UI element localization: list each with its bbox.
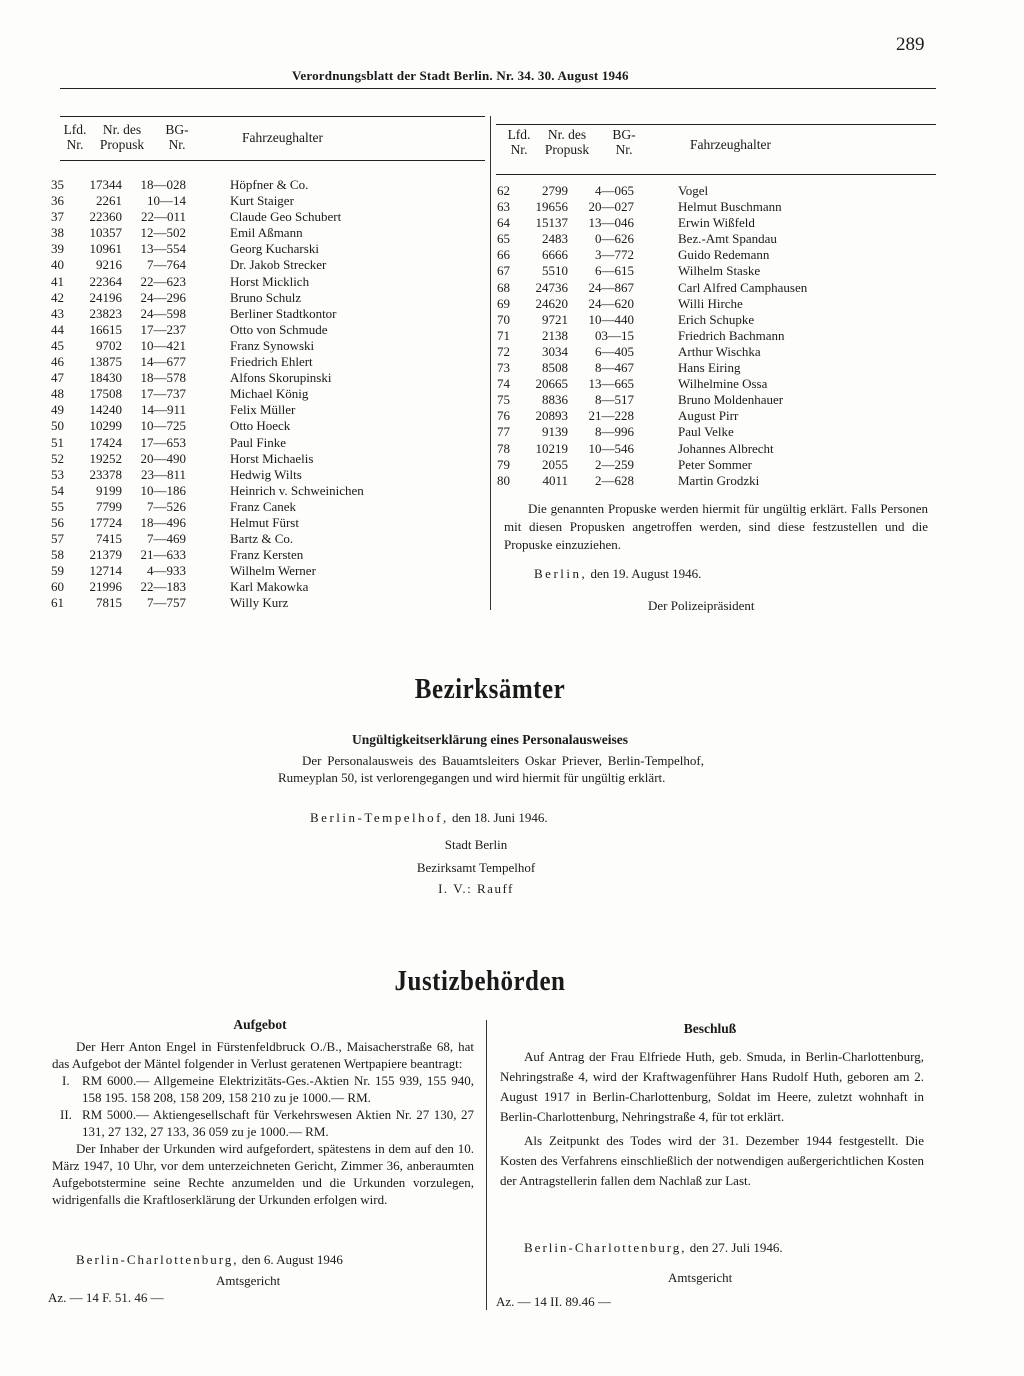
row-lfd-nr: 65 [497, 231, 510, 247]
header-lfd-1-right: Lfd. [507, 127, 531, 142]
row-fahrzeughalter: Wilhelm Staske [678, 263, 761, 279]
left-table-body [34, 177, 484, 612]
row-lfd-nr: 72 [497, 343, 510, 359]
left-table-header [62, 122, 482, 154]
police-date: den 19. August 1946. [590, 566, 702, 581]
row-bg-nr: 14—911 [140, 402, 186, 418]
row-fahrzeughalter: Horst Micklich [230, 273, 310, 289]
row-bg-nr: 22—623 [140, 273, 186, 289]
table-row [34, 354, 484, 370]
row-propusk-nr: 15137 [535, 215, 568, 231]
table-row [34, 306, 484, 322]
row-propusk-nr: 21379 [89, 547, 122, 563]
row-propusk-nr: 19252 [89, 450, 122, 466]
row-lfd-nr: 46 [51, 354, 64, 370]
beschluss-body [500, 1047, 924, 1191]
row-bg-nr: 7—764 [147, 257, 186, 273]
row-lfd-nr: 45 [51, 337, 64, 353]
row-propusk-nr: 23823 [89, 305, 122, 321]
row-bg-nr: 6—405 [595, 343, 634, 359]
row-bg-nr: 0—626 [595, 231, 634, 247]
table-row [484, 247, 944, 263]
header-propusk-1: Nr. des [102, 122, 142, 137]
table-row [34, 451, 484, 467]
row-propusk-nr: 7815 [96, 595, 122, 611]
row-fahrzeughalter: Franz Kersten [230, 547, 304, 563]
running-header: Verordnungsblatt der Stadt Berlin. Nr. 34. 30. August 1946 [292, 68, 629, 83]
tempelhof-sig-name: I. V.: Rauff [438, 881, 514, 896]
row-fahrzeughalter: Martin Grodzki [678, 472, 760, 488]
row-propusk-nr: 19656 [535, 199, 568, 215]
row-bg-nr: 24—598 [140, 305, 186, 321]
row-bg-nr: 7—757 [147, 595, 186, 611]
row-propusk-nr: 5510 [542, 263, 568, 279]
row-fahrzeughalter: Willy Kurz [230, 595, 289, 611]
row-bg-nr: 8—517 [595, 392, 634, 408]
row-lfd-nr: 40 [51, 257, 64, 273]
row-bg-nr: 20—490 [140, 450, 186, 466]
row-propusk-nr: 2138 [542, 327, 568, 343]
tempelhof-place: Berlin-Tempelhof, [310, 810, 449, 825]
row-propusk-nr: 14240 [89, 402, 122, 418]
row-propusk-nr: 9702 [96, 337, 122, 353]
row-bg-nr: 22—183 [140, 579, 186, 595]
table-row [34, 579, 484, 595]
row-lfd-nr: 42 [51, 289, 64, 305]
row-fahrzeughalter: Emil Aßmann [230, 225, 303, 241]
row-bg-nr: 03—15 [595, 327, 634, 343]
row-bg-nr: 24—867 [588, 279, 634, 295]
row-bg-nr: 13—554 [140, 241, 186, 257]
aufgebot-title: Aufgebot [233, 1017, 287, 1032]
row-lfd-nr: 61 [51, 595, 64, 611]
row-propusk-nr: 3034 [542, 343, 568, 359]
aufgebot-place: Berlin-Charlottenburg, [76, 1252, 239, 1267]
right-table-body [484, 183, 944, 489]
table-row [484, 344, 944, 360]
table-row [484, 441, 944, 457]
row-fahrzeughalter: Franz Synowski [230, 337, 315, 353]
header-propusk-2: Propusk [99, 137, 145, 152]
row-propusk-nr: 16615 [89, 321, 122, 337]
row-lfd-nr: 62 [497, 183, 510, 198]
row-lfd-nr: 43 [51, 305, 64, 321]
row-fahrzeughalter: Helmut Buschmann [678, 199, 782, 215]
table-row [34, 515, 484, 531]
row-lfd-nr: 70 [497, 311, 510, 327]
row-propusk-nr: 9721 [542, 311, 568, 327]
aufgebot-court: Amtsgericht [216, 1273, 281, 1288]
row-fahrzeughalter: Friedrich Ehlert [230, 354, 313, 370]
row-fahrzeughalter: Willi Hirche [678, 295, 743, 311]
row-bg-nr: 3—772 [595, 247, 634, 263]
row-propusk-nr: 24196 [89, 289, 122, 305]
right-table-top-rule [496, 124, 936, 125]
row-lfd-nr: 80 [497, 472, 510, 488]
row-propusk-nr: 24620 [535, 295, 568, 311]
row-bg-nr: 2—628 [595, 472, 634, 488]
aufgebot-dateline [76, 1252, 343, 1268]
row-propusk-nr: 9216 [96, 257, 122, 273]
right-table-header-rule [496, 174, 936, 175]
header-bg-2: Nr. [168, 137, 186, 152]
beschluss-az: Az. — 14 II. 89.46 — [496, 1294, 611, 1309]
row-bg-nr: 8—996 [595, 424, 634, 440]
row-lfd-nr: 57 [51, 531, 64, 547]
row-bg-nr: 10—421 [140, 337, 186, 353]
row-propusk-nr: 10961 [89, 241, 122, 257]
row-fahrzeughalter: Bez.-Amt Spandau [678, 231, 777, 247]
row-bg-nr: 10—546 [588, 440, 634, 456]
row-propusk-nr: 9139 [542, 424, 568, 440]
table-row [34, 547, 484, 563]
police-notice: Die genannten Propuske werden hiermit für ungültig erklärt. Falls Personen mit diesen Propusken angetroffen werden, sind diese festzustellen und die Propuske einzuziehen. [504, 501, 928, 552]
row-bg-nr: 4—933 [147, 563, 186, 579]
row-fahrzeughalter: Claude Geo Schubert [230, 209, 342, 225]
row-fahrzeughalter: Karl Makowka [230, 579, 309, 595]
header-lfd-2: Nr. [66, 137, 84, 152]
row-bg-nr: 18—496 [140, 514, 186, 530]
row-bg-nr: 14—677 [140, 354, 186, 370]
row-fahrzeughalter: Berliner Stadtkontor [230, 305, 337, 321]
row-lfd-nr: 54 [51, 482, 64, 498]
header-propusk-2-right: Propusk [544, 142, 590, 157]
row-bg-nr: 24—620 [588, 295, 634, 311]
row-bg-nr: 18—578 [140, 370, 186, 386]
row-fahrzeughalter: Erwin Wißfeld [678, 215, 755, 231]
row-bg-nr: 21—633 [140, 547, 186, 563]
table-row [34, 531, 484, 547]
table-row [34, 274, 484, 290]
row-propusk-nr: 24736 [535, 279, 568, 295]
row-lfd-nr: 49 [51, 402, 64, 418]
header-rule [60, 88, 936, 89]
row-lfd-nr: 52 [51, 450, 64, 466]
table-row [484, 473, 944, 489]
row-bg-nr: 2—259 [595, 456, 634, 472]
row-lfd-nr: 56 [51, 514, 64, 530]
table-row [34, 241, 484, 257]
row-bg-nr: 13—046 [588, 215, 634, 231]
row-fahrzeughalter: Kurt Staiger [230, 193, 294, 209]
row-fahrzeughalter: Paul Velke [678, 424, 734, 440]
row-propusk-nr: 23378 [89, 466, 122, 482]
beschluss-dateline [524, 1240, 783, 1256]
row-bg-nr: 10—186 [140, 482, 186, 498]
row-fahrzeughalter: Carl Alfred Camphausen [678, 279, 808, 295]
row-propusk-nr: 21996 [89, 579, 122, 595]
section-subtitle-personalausweis: Ungültigkeitserklärung eines Personalausweises [351, 732, 628, 747]
row-fahrzeughalter: Paul Finke [230, 434, 286, 450]
table-row [484, 457, 944, 473]
row-propusk-nr: 17508 [89, 386, 122, 402]
row-propusk-nr: 22364 [89, 273, 122, 289]
row-propusk-nr: 7415 [96, 531, 122, 547]
row-bg-nr: 18—028 [140, 177, 186, 192]
row-fahrzeughalter: Wilhelmine Ossa [678, 376, 768, 392]
row-bg-nr: 23—811 [140, 466, 186, 482]
row-lfd-nr: 41 [51, 273, 64, 289]
row-fahrzeughalter: Michael König [230, 386, 309, 402]
row-bg-nr: 13—665 [588, 376, 634, 392]
aufgebot-item-2-number: II. [60, 1107, 72, 1122]
header-lfd-2-right: Nr. [510, 142, 528, 157]
aufgebot-date: den 6. August 1946 [241, 1252, 343, 1267]
row-propusk-nr: 2483 [542, 231, 568, 247]
row-fahrzeughalter: Hans Eiring [678, 360, 741, 376]
beschluss-place: Berlin-Charlottenburg, [524, 1240, 687, 1255]
row-propusk-nr: 2799 [542, 183, 568, 198]
aufgebot-item-2 [52, 1106, 474, 1140]
table-row [484, 296, 944, 312]
row-lfd-nr: 50 [51, 418, 64, 434]
row-lfd-nr: 68 [497, 279, 510, 295]
row-propusk-nr: 10299 [89, 418, 122, 434]
row-lfd-nr: 71 [497, 327, 510, 343]
row-propusk-nr: 10219 [535, 440, 568, 456]
aufgebot-intro: Der Herr Anton Engel in Fürstenfeldbruck O./B., Maisacherstraße 68, hat das Aufgebot der Mäntel folgender in Verlust geratenen Wertpapiere beantragt: [52, 1039, 474, 1071]
header-holder: Fahrzeughalter [242, 130, 323, 145]
tempelhof-dateline [310, 810, 548, 826]
row-propusk-nr: 17344 [89, 177, 122, 192]
left-table-header-rule [60, 160, 485, 161]
table-row [484, 312, 944, 328]
page-number: 289 [896, 34, 925, 55]
table-row [34, 418, 484, 434]
row-lfd-nr: 38 [51, 225, 64, 241]
tempelhof-date: den 18. Juni 1946. [451, 810, 548, 825]
row-lfd-nr: 53 [51, 466, 64, 482]
row-fahrzeughalter: Bruno Schulz [230, 289, 302, 305]
row-bg-nr: 17—237 [140, 321, 186, 337]
police-place: Berlin, [534, 566, 588, 581]
table-row [484, 215, 944, 231]
row-fahrzeughalter: Friedrich Bachmann [678, 327, 785, 343]
row-propusk-nr: 6666 [542, 247, 568, 263]
row-propusk-nr: 20665 [535, 376, 568, 392]
beschluss-paragraph-1: Auf Antrag der Frau Elfriede Huth, geb. Smuda, in Berlin-Charlottenburg, Nehringstraße 4, wird der Kraftwagenführer Hans Rudolf Huth, geboren am 2. August 1917 in Berlin-Charlottenburg, Soldat im Heere, zuletzt wohnhaft in Berlin-Charlottenburg, Nehringstraße 4, für tot erklärt. [500, 1049, 924, 1124]
row-bg-nr: 10—440 [588, 311, 634, 327]
row-bg-nr: 12—502 [140, 225, 186, 241]
row-fahrzeughalter: Wilhelm Werner [230, 563, 316, 579]
row-propusk-nr: 18430 [89, 370, 122, 386]
row-bg-nr: 10—725 [140, 418, 186, 434]
section-title-justizbehoerden: Justizbehörden [394, 966, 566, 997]
table-row [34, 177, 484, 193]
row-lfd-nr: 37 [51, 209, 64, 225]
row-bg-nr: 20—027 [588, 199, 634, 215]
row-propusk-nr: 10357 [89, 225, 122, 241]
row-fahrzeughalter: Otto Hoeck [230, 418, 291, 434]
table-row [34, 402, 484, 418]
row-lfd-nr: 63 [497, 199, 510, 215]
row-lfd-nr: 39 [51, 241, 64, 257]
row-propusk-nr: 17424 [89, 434, 122, 450]
aufgebot-az: Az. — 14 F. 51. 46 — [48, 1290, 164, 1305]
table-row [34, 483, 484, 499]
row-fahrzeughalter: Vogel [678, 183, 709, 198]
beschluss-paragraph-2: Als Zeitpunkt des Todes wird der 31. Dezember 1944 festgestellt. Die Kosten des Verfahrens einschließlich der notwendigen außergerichtlichen Kosten der Antragstellerin fallen dem Nachlaß zur Last. [500, 1133, 924, 1188]
row-lfd-nr: 44 [51, 321, 64, 337]
table-row [484, 183, 944, 199]
row-lfd-nr: 51 [51, 434, 64, 450]
table-row [484, 280, 944, 296]
personalausweis-text: Der Personalausweis des Bauamtsleiters Oskar Priever, Berlin-Tempelhof, Rumeyplan 50, ist verlorengegangen und wird hiermit für ungültig erklärt. [278, 753, 704, 785]
row-lfd-nr: 74 [497, 376, 510, 392]
row-propusk-nr: 22360 [89, 209, 122, 225]
column-divider-bottom [486, 1020, 487, 1310]
row-bg-nr: 17—737 [140, 386, 186, 402]
row-lfd-nr: 36 [51, 193, 64, 209]
row-lfd-nr: 60 [51, 579, 64, 595]
row-lfd-nr: 55 [51, 498, 64, 514]
row-propusk-nr: 7799 [96, 498, 122, 514]
table-row [34, 257, 484, 273]
row-fahrzeughalter: Peter Sommer [678, 456, 753, 472]
row-bg-nr: 22—011 [140, 209, 186, 225]
row-lfd-nr: 79 [497, 456, 510, 472]
table-row [34, 386, 484, 402]
table-row [484, 392, 944, 408]
row-bg-nr: 10—14 [147, 193, 186, 209]
row-fahrzeughalter: Hedwig Wilts [230, 466, 302, 482]
row-fahrzeughalter: Heinrich v. Schweinichen [230, 482, 364, 498]
table-row [34, 225, 484, 241]
row-fahrzeughalter: Alfons Skorupinski [230, 370, 332, 386]
header-bg-1-right: BG- [612, 127, 636, 142]
row-lfd-nr: 69 [497, 295, 510, 311]
row-propusk-nr: 20893 [535, 408, 568, 424]
row-fahrzeughalter: Guido Redemann [678, 247, 770, 263]
row-bg-nr: 17—653 [140, 434, 186, 450]
row-lfd-nr: 77 [497, 424, 510, 440]
row-fahrzeughalter: Johannes Albrecht [678, 440, 774, 456]
row-lfd-nr: 78 [497, 440, 510, 456]
row-bg-nr: 8—467 [595, 360, 634, 376]
police-signature: Der Polizeipräsident [648, 598, 755, 613]
aufgebot-item-1 [52, 1072, 474, 1106]
table-row [484, 231, 944, 247]
row-fahrzeughalter: Horst Michaelis [230, 450, 314, 466]
table-row [34, 435, 484, 451]
row-fahrzeughalter: Helmut Fürst [230, 514, 299, 530]
table-row [484, 360, 944, 376]
row-lfd-nr: 47 [51, 370, 64, 386]
row-bg-nr: 7—469 [147, 531, 186, 547]
row-fahrzeughalter: Bartz & Co. [230, 531, 294, 547]
aufgebot-item-2-text: RM 5000.— Aktiengesellschaft für Verkehrswesen Aktien Nr. 27 130, 27 131, 27 132, 27 133, 36 059 zu je 1000.— RM. [82, 1107, 474, 1139]
beschluss-court: Amtsgericht [668, 1270, 733, 1285]
beschluss-title: Beschluß [683, 1021, 737, 1036]
row-bg-nr: 24—296 [140, 289, 186, 305]
table-row [34, 209, 484, 225]
table-row [34, 193, 484, 209]
table-row [34, 322, 484, 338]
table-row [34, 467, 484, 483]
row-propusk-nr: 9199 [96, 482, 122, 498]
row-fahrzeughalter: Bruno Moldenhauer [678, 392, 784, 408]
row-propusk-nr: 17724 [89, 514, 122, 530]
row-lfd-nr: 35 [51, 177, 64, 192]
row-lfd-nr: 66 [497, 247, 510, 263]
left-table-top-rule [60, 116, 485, 117]
row-lfd-nr: 59 [51, 563, 64, 579]
table-row [484, 424, 944, 440]
row-fahrzeughalter: Arthur Wischka [678, 343, 761, 359]
table-row [34, 499, 484, 515]
row-lfd-nr: 73 [497, 360, 510, 376]
row-lfd-nr: 67 [497, 263, 510, 279]
row-propusk-nr: 8508 [542, 360, 568, 376]
row-lfd-nr: 76 [497, 408, 510, 424]
table-row [34, 338, 484, 354]
header-propusk-1-right: Nr. des [547, 127, 587, 142]
table-row [34, 563, 484, 579]
row-propusk-nr: 2055 [542, 456, 568, 472]
police-dateline [534, 566, 701, 582]
row-propusk-nr: 12714 [89, 563, 122, 579]
table-row [484, 263, 944, 279]
right-table-header [506, 127, 926, 159]
header-holder-right: Fahrzeughalter [690, 137, 771, 152]
table-row [484, 408, 944, 424]
table-row [34, 370, 484, 386]
row-fahrzeughalter: Höpfner & Co. [230, 177, 309, 192]
tempelhof-sig-office: Bezirksamt Tempelhof [416, 860, 536, 875]
row-fahrzeughalter: Otto von Schmude [230, 321, 328, 337]
table-row [34, 595, 484, 611]
row-fahrzeughalter: Felix Müller [230, 402, 296, 418]
header-bg-2-right: Nr. [615, 142, 633, 157]
row-fahrzeughalter: August Pirr [678, 408, 739, 424]
aufgebot-body [52, 1038, 474, 1208]
beschluss-date: den 27. Juli 1946. [689, 1240, 783, 1255]
header-bg-1: BG- [165, 122, 189, 137]
row-fahrzeughalter: Franz Canek [230, 498, 297, 514]
row-bg-nr: 6—615 [595, 263, 634, 279]
table-row [484, 328, 944, 344]
row-propusk-nr: 2261 [96, 193, 122, 209]
row-bg-nr: 7—526 [147, 498, 186, 514]
row-lfd-nr: 48 [51, 386, 64, 402]
header-lfd-1: Lfd. [63, 122, 87, 137]
aufgebot-item-1-text: RM 6000.— Allgemeine Elektrizitäts-Ges.-Aktien Nr. 155 939, 155 940, 158 195. 158 208, 158 209, 158 210 zu je 1000.— RM. [82, 1073, 474, 1105]
section-title-bezirksaemter: Bezirksämter [414, 674, 566, 705]
aufgebot-item-1-number: I. [62, 1073, 70, 1088]
table-row [484, 376, 944, 392]
row-propusk-nr: 4011 [542, 472, 568, 488]
row-lfd-nr: 64 [497, 215, 510, 231]
table-row [484, 199, 944, 215]
tempelhof-sig-city: Stadt Berlin [444, 837, 508, 852]
row-bg-nr: 4—065 [595, 183, 634, 198]
row-fahrzeughalter: Dr. Jakob Strecker [230, 257, 327, 273]
row-lfd-nr: 75 [497, 392, 510, 408]
row-fahrzeughalter: Erich Schupke [678, 311, 755, 327]
row-propusk-nr: 8836 [542, 392, 568, 408]
row-bg-nr: 21—228 [588, 408, 634, 424]
row-lfd-nr: 58 [51, 547, 64, 563]
row-fahrzeughalter: Georg Kucharski [230, 241, 319, 257]
aufgebot-outro: Der Inhaber der Urkunden wird aufgefordert, spätestens in dem auf den 10. März 1947, 10 Uhr, vor dem unterzeichneten Gericht, Zimmer 36, anberaumten Aufgebotstermine seine Rechte anzumelden und die Urkunden vorzulegen, widrigenfalls die Kraftloserklärung der Urkunden erfolgen wird. [52, 1141, 474, 1207]
row-propusk-nr: 13875 [89, 354, 122, 370]
table-row [34, 290, 484, 306]
